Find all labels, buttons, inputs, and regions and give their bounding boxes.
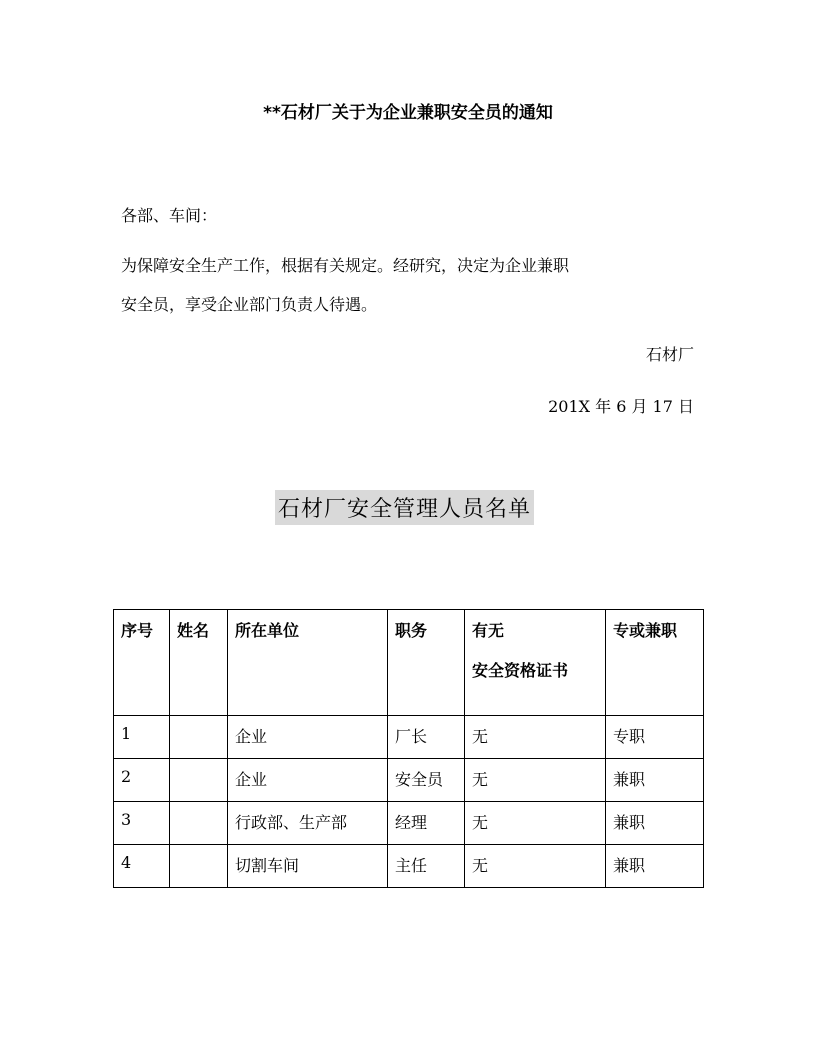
table-cell: 2 [114,759,170,802]
table-row [114,716,704,759]
table-cell: 无 [465,802,606,845]
table-cell: 安全员 [388,759,465,802]
table-cell: 主任 [388,845,465,888]
table-header-row [114,610,704,716]
table-cell: 4 [114,845,170,888]
table-cell: 企业 [228,759,388,802]
header-cert-line1: 有无 [472,621,505,640]
body-line-1: 为保障安全生产工作，根据有关规定。经研究，决定为企业兼职 [121,256,570,275]
table-row [114,845,704,888]
header-cell: 序号 [114,610,170,716]
roster-title: 石材厂安全管理人员名单 [275,490,534,525]
date: 201X 年 6 月 17 日 [548,397,694,416]
roster-table [113,609,704,888]
header-cell: 专或兼职 [606,610,704,716]
header-cell: 姓名 [170,610,228,716]
table-cell [170,716,228,759]
table-cell: 兼职 [606,845,704,888]
header-cert-line2: 安全资格证书 [472,661,569,680]
table-cell: 1 [114,716,170,759]
table-cell: 3 [114,802,170,845]
table-cell: 经理 [388,802,465,845]
table-row [114,759,704,802]
notice-title: **石材厂关于为企业兼职安全员的通知 [263,103,553,123]
header-cell: 所在单位 [228,610,388,716]
table-cell: 企业 [228,716,388,759]
table-cell: 专职 [606,716,704,759]
table-cell: 无 [465,845,606,888]
table-cell: 无 [465,759,606,802]
table-cell [170,845,228,888]
table-cell: 兼职 [606,802,704,845]
body-line-2: 安全员，享受企业部门负责人待遇。 [121,295,378,314]
table-cell: 厂长 [388,716,465,759]
table-row [114,802,704,845]
header-cell [465,610,606,716]
table-cell: 行政部、生产部 [228,802,388,845]
table-cell [170,802,228,845]
table-cell [170,759,228,802]
table-cell: 切割车间 [228,845,388,888]
table-cell: 无 [465,716,606,759]
signature: 石材厂 [645,345,694,364]
table-cell: 兼职 [606,759,704,802]
header-cell: 职务 [388,610,465,716]
salutation: 各部、车间： [121,206,218,225]
